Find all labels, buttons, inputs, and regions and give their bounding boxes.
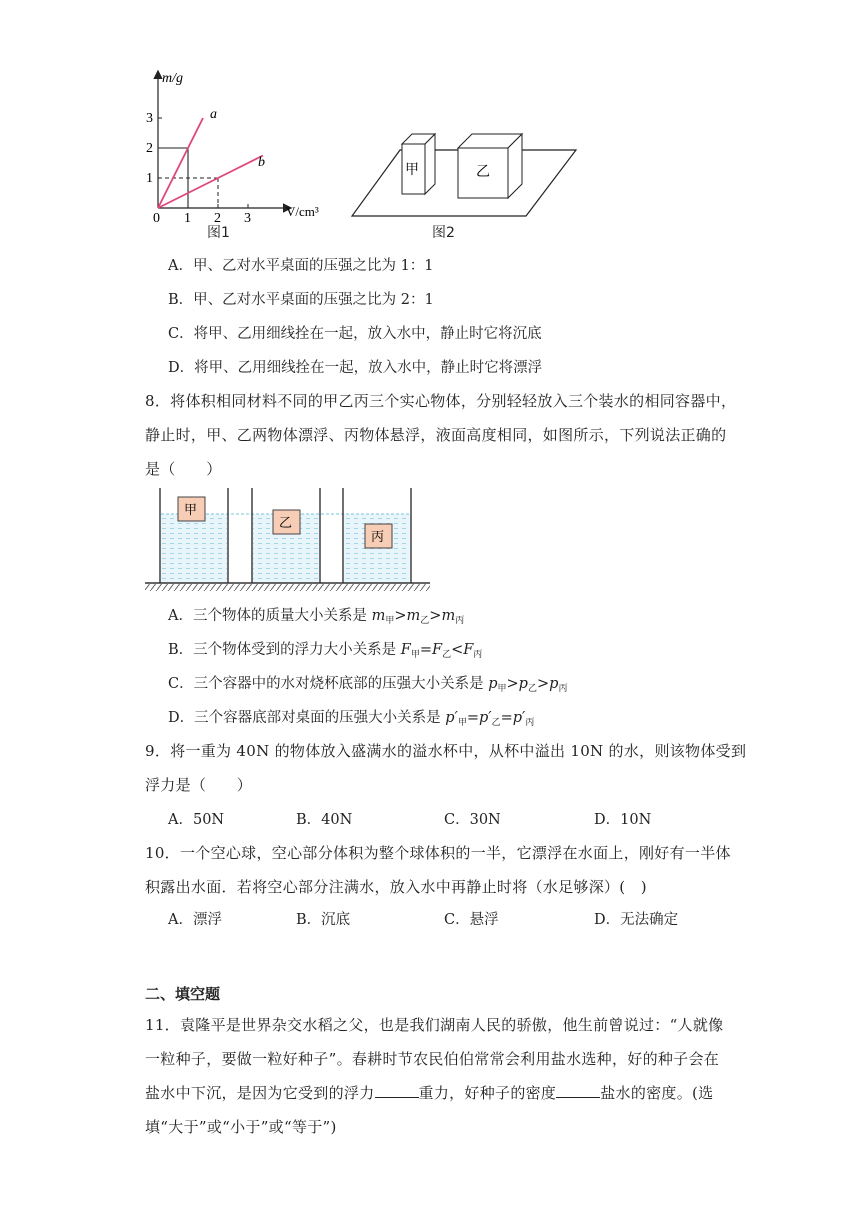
series-line-a [158, 118, 203, 208]
series-line-b [158, 156, 263, 209]
q9-options [0, 808, 860, 830]
x-tick-3: 3 [244, 211, 251, 226]
fig1-graph [140, 66, 340, 226]
y-tick-1: 1 [146, 171, 153, 186]
q10-options [0, 908, 860, 930]
q10-stem-line2: 积露出水面．若将空心部分注满水，放入水中再静止时将（水足够深）( ) [145, 878, 647, 896]
q8-stem-line3: 是（ ） [145, 460, 222, 478]
q7-option-c: C．将甲、乙用细线拴在一起，放入水中，静止时它将沉底 [168, 326, 542, 342]
blank-1[interactable] [375, 1083, 419, 1098]
series-b-label: b [258, 155, 265, 170]
q9-option-b: B．40N [296, 812, 353, 828]
q8-option-d: D．三个容器底部对桌面的压强大小关系是 $p'_甲=p'_乙=p'_丙$ [168, 710, 535, 728]
x-tick-0: 0 [153, 211, 160, 226]
q7-option-b: B．甲、乙对水平桌面的压强之比为 2：1 [168, 292, 434, 308]
q11-stem-line1: 11．袁隆平是世界杂交水稻之父，也是我们湖南人民的骄傲，他生前曾说过：“人就像 [145, 1016, 724, 1034]
q10-option-a: A．漂浮 [168, 912, 222, 928]
q7-option-a: A．甲、乙对水平桌面的压强之比为 1：1 [168, 258, 434, 274]
block-yi-label: 乙 [476, 164, 490, 180]
section-title-fill-in: 二、填空题 [145, 985, 221, 1003]
q11-stem-line3: 盐水中下沉，是因为它受到的浮力 重力，好种子的密度 盐水的密度。(选 [145, 1084, 714, 1102]
object-bing-label: 丙 [371, 530, 385, 545]
q11-stem-line2: 一粒种子，要做一粒好种子”。春耕时节农民伯伯常常会利用盐水选种，好的种子会在 [145, 1050, 720, 1068]
object-jia-label: 甲 [184, 503, 198, 518]
q10-option-d: D．无法确定 [594, 912, 679, 928]
q9-option-d: D．10N [594, 812, 652, 828]
q9-stem-line1: 9．将一重为 40N 的物体放入盛满水的溢水杯中，从杯中溢出 10N 的水，则该物体受到 [145, 742, 747, 760]
q8-option-b: B．三个物体受到的浮力大小关系是 $F_甲=F_乙<F_丙$ [168, 642, 483, 660]
object-yi-label: 乙 [279, 516, 293, 531]
x-tick-2: 2 [214, 211, 221, 226]
x-axis-label: V/cm³ [286, 204, 319, 219]
q8-stem-line1: 8．将体积相同材料不同的甲乙丙三个实心物体，分别轻轻放入三个装水的相同容器中， [145, 392, 737, 410]
q10-option-c: C．悬浮 [444, 912, 499, 928]
block-jia-label: 甲 [405, 162, 419, 178]
q10-option-b: B．沉底 [296, 912, 351, 928]
y-tick-2: 2 [146, 141, 153, 156]
blank-2[interactable] [556, 1083, 600, 1098]
q8-option-c: C．三个容器中的水对烧杯底部的压强大小关系是 $p_甲>p_乙>p_丙$ [168, 676, 568, 694]
q10-stem-line1: 10．一个空心球，空心部分体积为整个球体积的一半，它漂浮在水面上，刚好有一半体 [145, 844, 731, 862]
q8-containers-figure [145, 486, 430, 592]
q8-stem-line2: 静止时，甲、乙两物体漂浮、丙物体悬浮，液面高度相同，如图所示，下列说法正确的 [145, 426, 727, 444]
fig2-caption: 图2 [432, 225, 455, 241]
series-a-label: a [210, 107, 217, 122]
y-axis-label: m/g [162, 71, 183, 86]
q9-option-a: A．50N [168, 812, 225, 828]
q8-option-a: A．三个物体的质量大小关系是 $m_甲>m_乙>m_丙$ [168, 608, 465, 626]
q9-option-c: C．30N [444, 812, 501, 828]
q11-stem-line4: 填“大于”或“小于”或“等于”) [145, 1118, 337, 1136]
q7-option-d: D．将甲、乙用细线拴在一起，放入水中，静止时它将漂浮 [168, 360, 543, 376]
q9-stem-line2: 浮力是（ ） [145, 776, 253, 794]
fig2-drawing [350, 128, 585, 220]
y-tick-3: 3 [146, 111, 153, 126]
fig1-caption: 图1 [207, 225, 230, 241]
x-tick-1: 1 [184, 211, 191, 226]
